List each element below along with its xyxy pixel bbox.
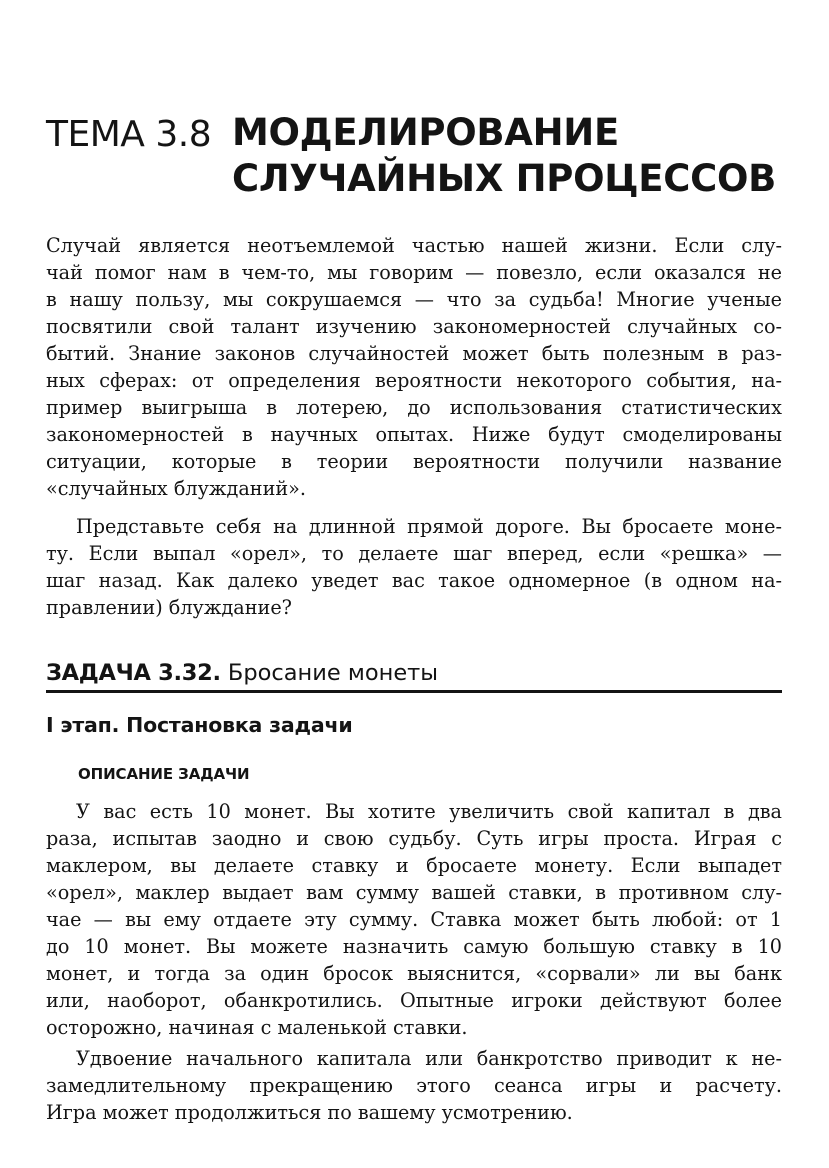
text-line: чай помог нам в чем-то, мы говорим — повезло, если оказался не — [46, 261, 782, 284]
text-line: «случайных блужданий». — [46, 477, 306, 500]
intro-paragraph-2 — [46, 513, 782, 621]
text-line: Представьте себя на длинной прямой дороге. Вы бросаете моне- — [76, 515, 782, 538]
topic-title-line-1: МОДЕЛИРОВАНИЕ — [232, 111, 619, 154]
topic-number: ТЕМА 3.8 — [46, 114, 212, 155]
text-line: У вас есть 10 монет. Вы хотите увеличить свой капитал в два — [76, 800, 782, 823]
text-line: маклером, вы делаете ставку и бросаете монету. Если выпадет — [46, 854, 782, 877]
description-paragraph-1 — [46, 798, 782, 1041]
text-line: Игра может продолжиться по вашему усмотрению. — [46, 1101, 573, 1124]
text-line: чае — вы ему отдаете эту сумму. Ставка может быть любой: от 1 — [46, 908, 782, 931]
description-paragraph-2 — [46, 1045, 782, 1126]
text-line: шаг назад. Как далеко уведет вас такое одномерное (в одном на- — [46, 569, 782, 592]
topic-title — [232, 110, 776, 202]
task-title: Бросание монеты — [227, 660, 439, 686]
text-line: раза, испытав заодно и свою судьбу. Суть игры проста. Играя с — [46, 827, 782, 850]
text-line: ных сферах: от определения вероятности некоторого события, на- — [46, 369, 782, 392]
text-line: Удвоение начального капитала или банкротство приводит к не- — [76, 1047, 782, 1070]
text-line: Случай является неотъемлемой частью нашей жизни. Если слу- — [46, 234, 782, 257]
text-line: в нашу пользу, мы сокрушаемся — что за судьба! Многие ученые — [46, 288, 782, 311]
text-line: замедлительному прекращению этого сеанса игры и расчету. — [46, 1074, 782, 1097]
text-line: бытий. Знание законов случайностей может быть полезным в раз- — [46, 342, 782, 365]
task-heading — [46, 656, 782, 693]
text-line: пример выигрыша в лотерею, до использования статистических — [46, 396, 782, 419]
section-label: ОПИСАНИЕ ЗАДАЧИ — [78, 765, 250, 783]
text-line: закономерностей в научных опытах. Ниже будут смоделированы — [46, 423, 782, 446]
text-line: или, наоборот, обанкротились. Опытные игроки действуют более — [46, 989, 782, 1012]
intro-paragraph-1 — [46, 232, 782, 502]
text-line: до 10 монет. Вы можете назначить самую большую ставку в 10 — [46, 935, 782, 958]
text-line: осторожно, начиная с маленькой ставки. — [46, 1016, 468, 1039]
text-line: монет, и тогда за один бросок выяснится, «сорвали» ли вы банк — [46, 962, 782, 985]
text-line: правлении) блуждание? — [46, 596, 292, 619]
text-line: «орел», маклер выдает вам сумму вашей ставки, в противном слу- — [46, 881, 782, 904]
text-line: посвятили свой талант изучению закономерностей случайных со- — [46, 315, 782, 338]
text-line: ситуации, которые в теории вероятности получили название — [46, 450, 782, 473]
topic-title-line-2: СЛУЧАЙНЫХ ПРОЦЕССОВ — [232, 157, 777, 200]
task-number: ЗАДАЧА 3.32. — [46, 660, 221, 686]
stage-heading: I этап. Постановка задачи — [46, 713, 353, 737]
text-line: ту. Если выпал «орел», то делаете шаг вперед, если «решка» — — [46, 542, 782, 565]
